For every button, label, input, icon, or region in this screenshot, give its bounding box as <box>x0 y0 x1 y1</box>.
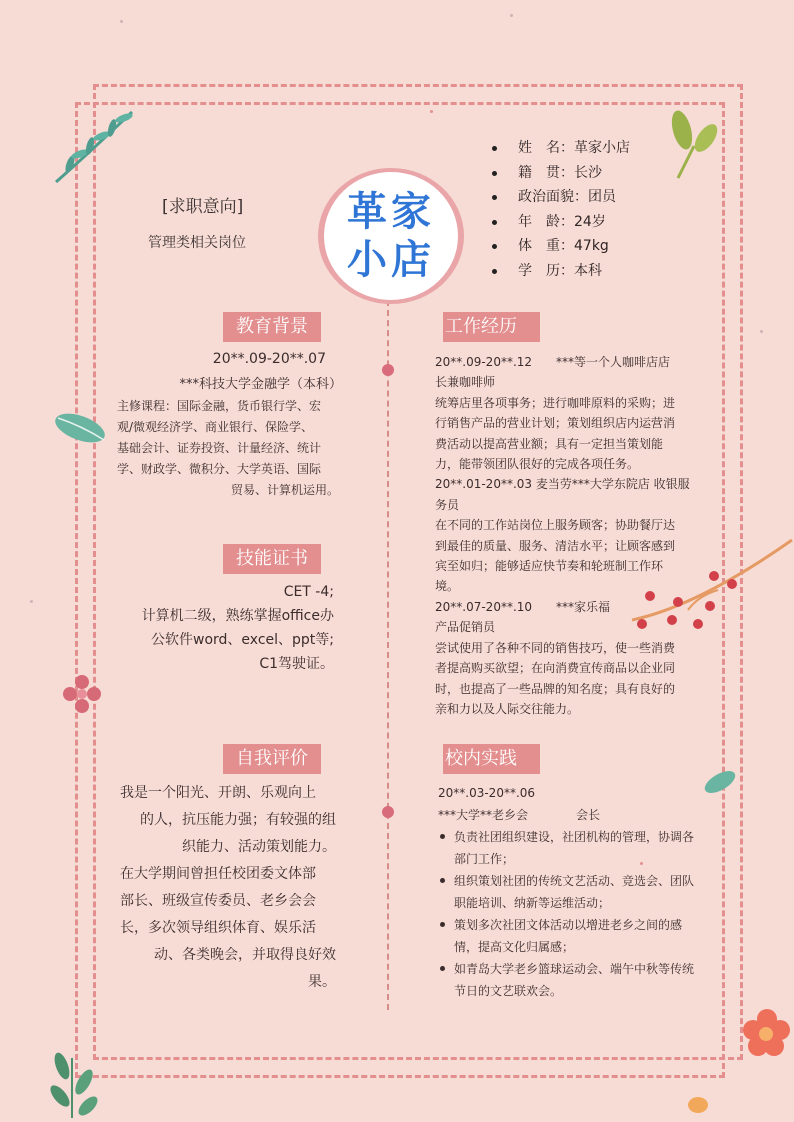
info-political-status: 政治面貌：团员 <box>492 185 630 210</box>
self-evaluation-heading: 自我评价 <box>223 744 321 774</box>
speck-decoration <box>430 110 433 113</box>
job-intent-value: 管理类相关岗位 <box>148 235 246 251</box>
timeline-dot-bottom <box>382 806 394 818</box>
education-school: ***科技大学金融学（本科） <box>179 377 342 392</box>
small-leaf-decoration <box>700 766 740 798</box>
speck-decoration <box>30 600 33 603</box>
speck-decoration <box>120 20 123 23</box>
pink-flower-decoration <box>62 674 102 714</box>
education-period: 20**.09-20**.07 <box>212 351 326 367</box>
job-intent-title: [求职意向] <box>162 197 244 217</box>
campus-practice-heading: 校内实践 <box>443 744 540 774</box>
info-age: 年 龄：24岁 <box>492 210 630 235</box>
speck-decoration <box>510 14 513 17</box>
work-experience-text: 20**.09-20**.12 ***等一个人咖啡店店 长兼咖啡师 统筹店里各项事务；进行咖啡原料的采购；进 行销售产品的营业计划；策划组织店内运营消 费活动以提高营业额；具有一定担当策划能 力，能带领团队很好的完成各项任务。 20**.01-20**.03 麦当劳***大学东院店 收银服 务员 在不同的工作站岗位上服务顾客；协助餐厅达 到最佳的质量、服务、清洁水平；让顾客感到 宾至如归；能够适应快节奏和轮班制工作环 境。 20**.07-20**.10 ***家乐福 产品促销员 尝试使用了各种不同的销售技巧，使一些消费 者提高购买欲望；在向消费宣传商品以企业同 时，也提高了一些品牌的知名度；具有良好的 亲和力以及人际交往能力。 <box>435 355 690 716</box>
info-education: 学 历：本科 <box>492 259 630 284</box>
education-courses: 主修课程：国际金融，货币银行学、宏 观/微观经济学、商业银行、保险学、 基础会计、证券投资、计量经济、统计 学、财政学、微积分、大学英语、国际 贸易、计算机运用。 <box>117 399 339 497</box>
info-name: 姓 名：革家小店 <box>492 136 630 161</box>
green-sprig-decoration <box>664 106 724 182</box>
logo-seal: 革家 小店 <box>318 168 464 304</box>
campus-practice-text: 20**.03-20**.06 ***大学**老乡会 会长 负责社团组织建设，社团机构的管理，协调各部门工作； 组织策划社团的传统文艺活动、竞选会、团队职能培训、纳新等运维活动； 策划多次社团文体活动以增进老乡之间的感情，提高文化归属感； 如青岛大学老乡篮球运动会、端午中秋等传统节日的文艺联欢会。 <box>438 782 694 1002</box>
teal-leaf-decoration <box>52 406 110 450</box>
leaf-branch-decoration <box>50 104 140 188</box>
work-experience-heading: 工作经历 <box>443 312 540 342</box>
info-hometown: 籍 贯：长沙 <box>492 161 630 186</box>
skills-heading: 技能证书 <box>223 544 321 574</box>
timeline-dot-top <box>382 364 394 376</box>
speck-decoration <box>760 330 763 333</box>
center-divider <box>387 300 389 1010</box>
personal-info-list <box>492 136 630 283</box>
orange-flower-decoration <box>742 1008 792 1058</box>
education-heading: 教育背景 <box>223 312 321 342</box>
skills-list: CET -4; 计算机二级，熟练掌握office办 公软件word、excel、ppt等; C1驾驶证。 <box>141 584 334 672</box>
orange-petal-decoration <box>686 1094 710 1116</box>
info-weight: 体 重：47kg <box>492 234 630 259</box>
fern-decoration <box>42 1038 108 1120</box>
self-evaluation-text: 我是一个阳光、开朗、乐观向上 的人，抗压能力强；有较强的组 织能力、活动策划能力。 在大学期间曾担任校团委文体部 部长、班级宣传委员、老乡会会 长，多次领导组织体育、娱乐活 动、各类晚会，并取得良好效 果。 <box>120 785 336 990</box>
